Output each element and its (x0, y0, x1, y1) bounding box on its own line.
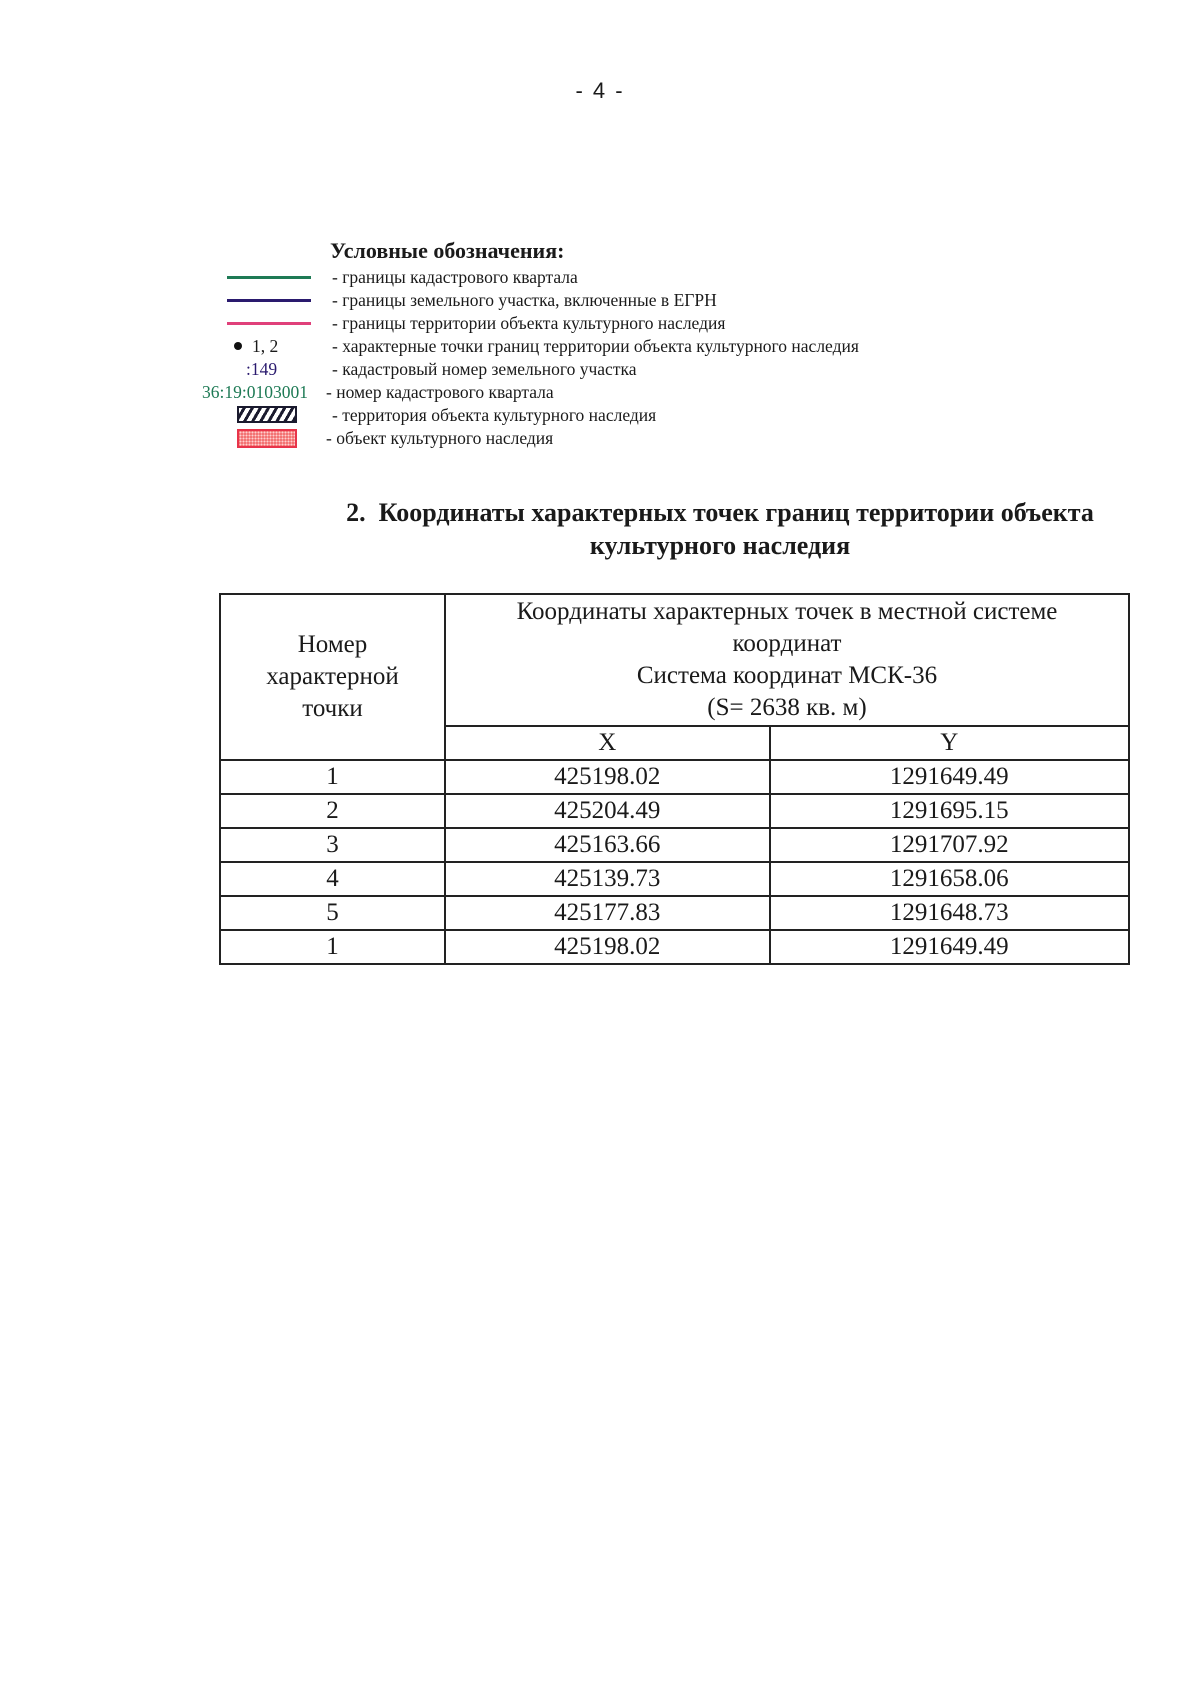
header-y: Y (770, 726, 1129, 760)
table-row (220, 828, 1129, 862)
red-fill-icon (237, 429, 297, 448)
legend-description: - границы территории объекта культурного наследия (332, 313, 726, 333)
section-heading-line1 (300, 496, 1140, 529)
table-row (220, 760, 1129, 794)
legend-item-heritage-boundary (0, 312, 1200, 336)
legend-item-heritage-territory (0, 404, 1200, 428)
cell-x: 425163.66 (445, 828, 770, 862)
section-heading (300, 496, 1140, 562)
coordinates-table (219, 593, 1130, 965)
header-coordinates: Координаты характерных точек в местной системе координат Система координат МСК-36 (S= 2638 кв. м) (445, 594, 1129, 726)
legend-item-cadastral-quarter-boundary (0, 266, 1200, 290)
legend-item-cadastral-quarter-number (0, 381, 1200, 405)
cell-x: 425204.49 (445, 794, 770, 828)
cell-x: 425177.83 (445, 896, 770, 930)
legend-description: - объект культурного наследия (326, 428, 554, 448)
legend-item-characteristic-points (0, 335, 1200, 359)
legend-description: - территория объекта культурного наследия (332, 405, 657, 425)
cell-point: 3 (220, 828, 445, 862)
pink-line-symbol (227, 322, 311, 325)
dot-icon (234, 342, 242, 350)
cell-point: 4 (220, 862, 445, 896)
table-row (220, 930, 1129, 964)
cell-x: 425139.73 (445, 862, 770, 896)
legend-description: - границы земельного участка, включенные в ЕГРН (332, 290, 717, 310)
header-x: X (445, 726, 770, 760)
cell-y: 1291695.15 (770, 794, 1129, 828)
cell-y: 1291707.92 (770, 828, 1129, 862)
cell-point: 1 (220, 760, 445, 794)
table-row (220, 862, 1129, 896)
land-plot-number-symbol: :149 (246, 359, 278, 379)
section-title-line2: культурного наследия (589, 531, 851, 560)
cell-point: 2 (220, 794, 445, 828)
point-symbol-label: 1, 2 (252, 336, 279, 356)
header-point-number: Номер характерной точки (220, 594, 445, 760)
cell-y: 1291658.06 (770, 862, 1129, 896)
cell-point: 5 (220, 896, 445, 930)
green-line-symbol (227, 276, 311, 279)
legend-item-heritage-object (0, 427, 1200, 451)
cadastral-quarter-number-symbol: 36:19:0103001 (202, 382, 308, 402)
hatch-pattern-icon (237, 406, 297, 423)
cell-x: 425198.02 (445, 760, 770, 794)
cell-x: 425198.02 (445, 930, 770, 964)
cell-point: 1 (220, 930, 445, 964)
legend-description: - характерные точки границ территории объекта культурного наследия (332, 336, 859, 356)
section-title-line1: Координаты характерных точек границ территории объекта (378, 498, 1094, 527)
legend-description: - номер кадастрового квартала (326, 382, 554, 402)
cell-y: 1291649.49 (770, 930, 1129, 964)
cell-y: 1291649.49 (770, 760, 1129, 794)
legend-item-land-plot-boundary (0, 289, 1200, 313)
legend-item-land-plot-number (0, 358, 1200, 382)
table-row (220, 896, 1129, 930)
table-header-row (220, 594, 1129, 726)
navy-line-symbol (227, 299, 311, 302)
table-row (220, 794, 1129, 828)
legend-description: - границы кадастрового квартала (332, 267, 578, 287)
legend-description: - кадастровый номер земельного участка (332, 359, 637, 379)
section-number: 2. (346, 498, 366, 527)
point-symbol (234, 335, 278, 357)
cell-y: 1291648.73 (770, 896, 1129, 930)
page-number: - 4 - (575, 78, 625, 103)
legend-title: Условные обозначения: (330, 238, 565, 263)
